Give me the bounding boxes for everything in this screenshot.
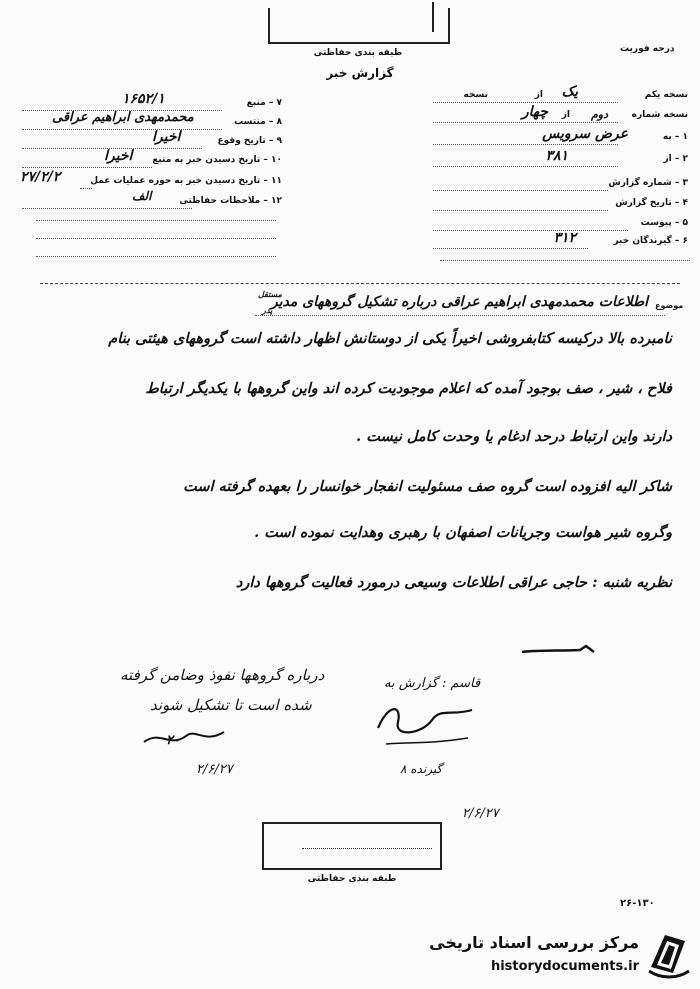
subject-superscript: مستقل xyxy=(258,289,282,299)
body-line-2: فلاح ، شیر ، صف بوجود آمده که اعلام موجودیت کرده اند واین گروهها با یکدیگر ارتباط xyxy=(145,380,672,397)
body-line-4: شاکر الیه افزوده است گروه صف مسئولیت انفجار خوانسار را بعهده گرفته است xyxy=(183,478,672,495)
subject-person-label: ۸ – منتسب xyxy=(234,117,282,127)
to-row xyxy=(433,128,688,146)
source-received-value: اخیرا xyxy=(104,148,133,164)
report-number-row xyxy=(433,174,688,192)
subject-underline xyxy=(255,314,665,316)
subject-subscript: پدر xyxy=(262,305,273,315)
handwritten-note-line-1: درباره گروهها نفوذ وضامن گرفته xyxy=(120,666,325,684)
recipients-label: ۶ – گیرندگان خبر xyxy=(613,236,688,246)
recipients-row xyxy=(433,232,688,250)
dash-mark xyxy=(520,640,600,660)
blank-line-1 xyxy=(36,218,276,221)
copy-from-label: از xyxy=(534,90,543,100)
copy-label: نسخه یکم xyxy=(644,90,688,100)
source-received-row xyxy=(22,148,282,169)
source-label: ۷ – منبع xyxy=(246,98,282,108)
subject-label: موضوع xyxy=(655,301,684,310)
classification-stamp-top xyxy=(268,8,448,58)
recipients-value: ۳۱۲ xyxy=(553,230,576,246)
stamp-frame-bottom xyxy=(262,822,442,870)
to-value: عرض سرویس xyxy=(542,126,628,142)
event-date-value: اخیرا xyxy=(152,129,181,145)
unit-received-value: ۲۷/۲/۲ xyxy=(20,169,61,185)
classification-label-top: طبقه بندی حفاظتی xyxy=(313,48,403,58)
copy-number-label: نسخه شماره xyxy=(631,110,688,120)
event-date-row xyxy=(22,129,282,150)
handwritten-note-line-3: ۲۰ xyxy=(166,733,180,748)
copy-number-row xyxy=(433,106,688,124)
body-line-5: وگروه شیر هواست وجریانات اصفهان با رهبری وهدایت نموده است . xyxy=(254,524,672,541)
blank-line-2 xyxy=(36,236,276,239)
handwritten-note-date: ۲/۶/۲۷ xyxy=(196,762,233,777)
blank-line-3 xyxy=(36,254,276,257)
report-date-row xyxy=(433,194,688,212)
signature-note-line-1: قاسم : گزارش به xyxy=(384,676,481,691)
to-label: ۱ – به xyxy=(662,132,688,142)
source-value: ۱۶۵۲/۱ xyxy=(122,91,165,107)
copy-number-from-label: از xyxy=(561,110,570,120)
source-received-label: ۱۰ – تاریخ دسیدن خبر به منبع xyxy=(152,155,282,165)
remarks-row xyxy=(22,189,282,210)
watermark-url: historydocuments.ir xyxy=(490,959,639,974)
classification-label-bottom: طبقه بندی حفاظتی xyxy=(307,874,397,884)
subject-person-value: محمدمهدی ابراهیم عراقی xyxy=(52,110,194,125)
watermark-name: مرکز بررسی اسناد تاریخی xyxy=(429,933,639,952)
body-line-6: نظریه شنبه : حاجی عراقی اطلاعات وسیعی درمورد فعالیت گروهها دارد xyxy=(235,574,672,591)
section-divider xyxy=(40,283,680,284)
event-date-label: ۹ – تاریخ وقوع xyxy=(217,136,282,146)
signature-date: ۲/۶/۲۷ xyxy=(462,806,499,821)
handwritten-note-line-2: شده است تا تشکیل شوند xyxy=(150,696,312,714)
report-number-label: ۳ – شماره گزارش xyxy=(608,178,688,188)
remarks-label: ۱۲ – ملاحظات حفاظتی xyxy=(179,196,282,206)
copy-from-value: یک xyxy=(561,84,578,100)
signature-icon xyxy=(372,698,482,754)
page-title: گزارش خبر xyxy=(326,66,394,80)
body-line-1: نامبرده بالا درکیسه کتابفروشی اخیراً یکی از دوستانش اظهار داشته است گروههای هیئتی بنام xyxy=(108,330,672,347)
copy-row xyxy=(433,86,688,104)
subject-text: اطلاعات محمدمهدی ابراهیم عراقی درباره تشکیل گروههای مدیر xyxy=(270,294,648,310)
urgency-label: درجه فوریت xyxy=(620,44,675,54)
attachment-label: ۵ – پیوست xyxy=(640,218,688,228)
signature-note-line-2: گیرنده ۸ xyxy=(400,762,443,776)
copy-count-label: نسخه xyxy=(463,90,488,100)
unit-received-row xyxy=(20,169,282,190)
from-value: ۳۸۱ xyxy=(545,148,568,164)
note-signature-icon xyxy=(140,722,230,752)
watermark xyxy=(410,925,695,985)
classification-stamp-bottom xyxy=(262,822,442,886)
page-number: ۲۶-۱۳۰ xyxy=(620,898,655,909)
from-label: ۲ – از xyxy=(663,154,688,164)
unit-received-label: ۱۱ – تاریخ دسیدن خبر به حوزه عملیات عمل xyxy=(90,176,282,186)
extra-dotted-line xyxy=(440,258,690,261)
remarks-value: الف xyxy=(132,189,152,203)
from-row xyxy=(433,150,688,168)
copy-number-from-value: چهار xyxy=(521,104,548,120)
body-line-3: دارند واین ارتباط درحد ادغام یا وحدت کامل نیست . xyxy=(356,428,672,445)
copy-number-value: دوم xyxy=(590,108,608,121)
stamp-frame xyxy=(268,8,450,44)
report-date-label: ۴ – تاریخ گزارش xyxy=(615,198,688,208)
archive-logo-icon xyxy=(645,927,691,981)
